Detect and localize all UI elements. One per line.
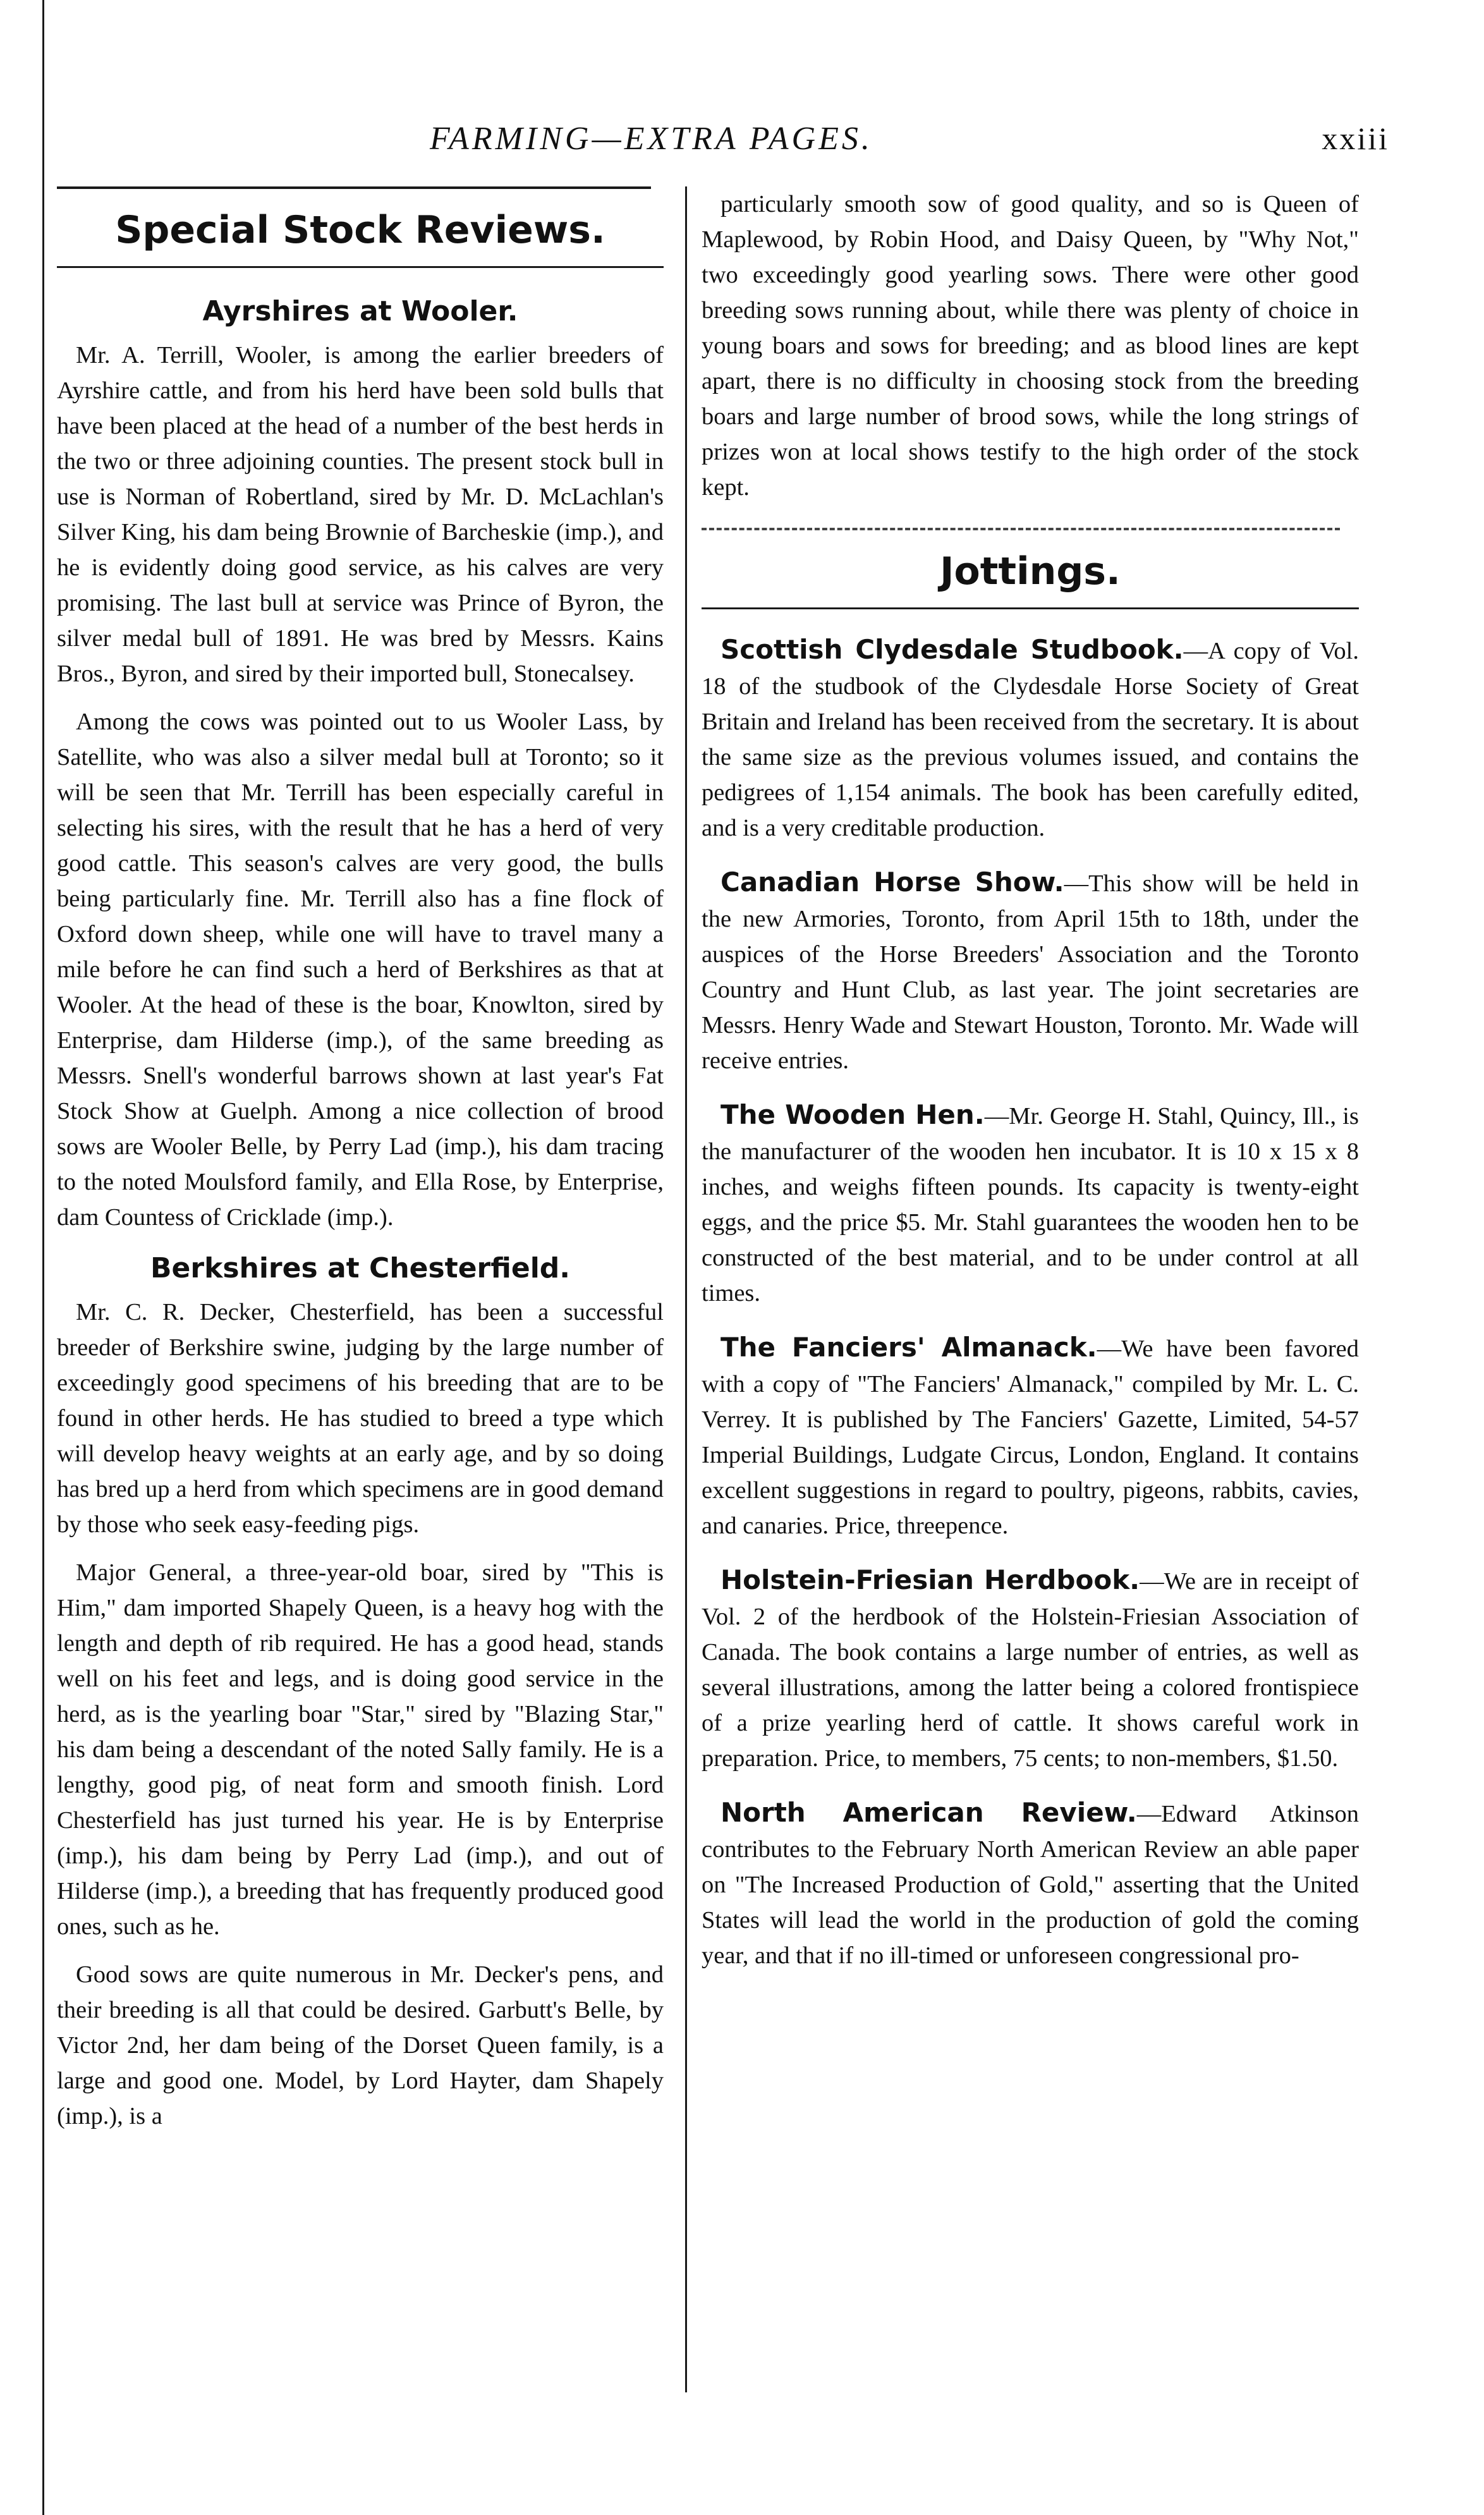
section-title-stock-reviews: Special Stock Reviews.	[115, 208, 605, 252]
article-paragraph: Major General, a three-year-old boar, sired by "This is Him," dam imported Shapely Queen, is a heavy hog with the length and depth of rib required. He has a good head, stands well on his feet and legs, and is doing good service in the herd, as is the yearling boar "Star," sired by "Blazing Star," his dam being a descendant of the noted Sally family. He is a lengthy, good pig, of neat form and smooth finish. Lord Chesterfield has just turned his year. He is by Enterprise (imp.), his dam being by Perry Lad (imp.), and out of Hilderse (imp.), a breeding that has frequently produced good ones, such as he.	[57, 1559, 664, 1940]
article-paragraph: Mr. A. Terrill, Wooler, is among the earlier breeders of Ayrshire cattle, and from his herd have been sold bulls that have been placed at the head of a number of the best herds in the two or three adjoining counties. The present stock bull in use is Norman of Robertland, sired by Mr. D. McLachlan's Silver King, his dam being Brownie of Barcheskie (imp.), and he is evidently doing good service, as his calves are very promising. The last bull at service was Prince of Byron, the silver medal bull of 1891. He was bred by Messrs. Kains Bros., Byron, and sired by their imported bull, Stonecalsey.	[57, 342, 664, 687]
jotting-body: A copy of Vol. 18 of the studbook of the Clydesdale Horse Society of Great Britain and Ireland has been received from the secretary. It is about the same size as the previous volumes issued, and contains the pedigrees of 1,154 animals. The book has been carefully edited, and is a very creditable production.	[702, 638, 1359, 841]
article-heading-berkshires: Berkshires at Chesterfield.	[150, 1252, 570, 1284]
page-binding-edge	[0, 0, 44, 2515]
jotting-body: Edward Atkinson contributes to the February North American Review an able paper on "The Increased Production of Gold," asserting that the United States will lead the world in the production of gold the coming year, and that if no ill-timed or unforeseen congressional pro-	[702, 1801, 1359, 1969]
jotting-title: The Wooden Hen.	[721, 1099, 985, 1130]
continued-paragraph: particularly smooth sow of good quality, and so is Queen of Maplewood, by Robin Hood, and Daisy Queen, by "Why Not," two exceedingly good yearling sows. There were other good breeding sows running about, while there was plenty of choice in young boars and sows for breeding; and as blood lines are kept apart, there is no difficulty in choosing stock from the breeding boars and large number of brood sows, while the long strings of prizes won at local shows testify to the high order of the stock kept.	[702, 191, 1359, 501]
page-header	[70, 120, 1389, 177]
jotting-body: Mr. George H. Stahl, Quincy, Ill., is the manufacturer of the wooden hen incubator. It is 10 x 15 x 8 inches, and weighs fifteen pounds. Its capacity is twenty-eight eggs, and the price $5. Mr. Stahl guarantees the wooden hen to be constructed of the best material, and to be under control at all times.	[702, 1103, 1359, 1306]
top-rule	[57, 186, 651, 189]
running-title: FARMING—EXTRA PAGES.	[430, 121, 873, 157]
jotting-item: The Fanciers' Almanack.—We have been favored with a copy of "The Fanciers' Almanack," compiled by Mr. L. C. Verrey. It is published by The Fanciers' Gazette, Limited, 54-57 Imperial Buildings, Ludgate Circus, London, England. It contains excellent suggestions in regard to poultry, pigeons, rabbits, cavies, and canaries. Price, threepence.	[702, 1332, 1359, 1539]
column-divider	[685, 186, 687, 2392]
article-paragraph: Good sows are quite numerous in Mr. Decker's pens, and their breeding is all that could be desired. Garbutt's Belle, by Victor 2nd, her dam being of the Dorset Queen family, is a large and good one. Model, by Lord Hayter, dam Shapely (imp.), is a	[57, 1961, 664, 2129]
left-column	[57, 186, 664, 2147]
dashed-rule	[702, 528, 1340, 530]
page-number: xxiii	[1322, 121, 1389, 156]
section-title-jottings: Jottings.	[940, 549, 1121, 594]
jotting-item: North American Review.—Edward Atkinson contributes to the February North American Review an able paper on "The Increased Production of Gold," asserting that the United States will lead the world in the production of gold the coming year, and that if no ill-timed or unforeseen congressional pro-	[702, 1797, 1359, 1969]
title-rule	[702, 607, 1359, 609]
jotting-body: This show will be held in the new Armories, Toronto, from April 15th to 18th, under the auspices of the Horse Breeders' Association and the Toronto Country and Hunt Club, as last year. The joint secretaries are Messrs. Henry Wade and Stewart Houston, Toronto. Mr. Wade will receive entries.	[702, 870, 1359, 1074]
jotting-body: We are in receipt of Vol. 2 of the herdbook of the Holstein-Friesian Association of Canada. The book contains a large number of entries, as well as several illustrations, among the latter being a colored frontispiece of a prize yearling herd of cattle. It shows careful work in preparation. Price, to members, 75 cents; to non-members, $1.50.	[702, 1568, 1359, 1772]
article-heading-ayrshires: Ayrshires at Wooler.	[202, 295, 518, 327]
article-paragraph: Mr. C. R. Decker, Chesterfield, has been a successful breeder of Berkshire swine, judging by the large number of exceedingly good specimens of his breeding that are to be found in other herds. He has studied to breed a type which will develop heavy weights at an early age, and by so doing has bred up a herd from which specimens are in good demand by those who seek easy-feeding pigs.	[57, 1299, 664, 1538]
jotting-title: Scottish Clydesdale Studbook.	[721, 634, 1184, 665]
jotting-title: North American Review.	[721, 1797, 1137, 1828]
jotting-item: Canadian Horse Show.—This show will be held in the new Armories, Toronto, from April 15th to 18th, under the auspices of the Horse Breeders' Association and the Toronto Country and Hunt Club, as last year. The joint secretaries are Messrs. Henry Wade and Stewart Houston, Toronto. Mr. Wade will receive entries.	[702, 867, 1359, 1074]
title-rule	[57, 266, 664, 268]
jotting-item: Scottish Clydesdale Studbook.—A copy of Vol. 18 of the studbook of the Clydesdale Horse Society of Great Britain and Ireland has been received from the secretary. It is about the same size as the previous volumes issued, and contains the pedigrees of 1,154 animals. The book has been carefully edited, and is a very creditable production.	[702, 634, 1359, 841]
article-paragraph: Among the cows was pointed out to us Wooler Lass, by Satellite, who was also a silver medal bull at Toronto; so it will be seen that Mr. Terrill has been especially careful in selecting his sires, with the result that he has a herd of very good cattle. This season's calves are very good, the bulls being particularly fine. Mr. Terrill also has a fine flock of Oxford down sheep, while one will have to travel many a mile before he can find such a herd of Berkshires as that at Wooler. At the head of these is the boar, Knowlton, sired by Enterprise, dam Hilderse (imp.), of the same breeding as Messrs. Snell's wonderful barrows shown at last year's Fat Stock Show at Guelph. Among a nice collection of brood sows are Wooler Belle, by Perry Lad (imp.), his dam tracing to the noted Moulsford family, and Ella Rose, by Enterprise, dam Countess of Cricklade (imp.).	[57, 709, 664, 1231]
jotting-body: We have been favored with a copy of "The Fanciers' Almanack," compiled by Mr. L. C. Verrey. It is published by The Fanciers' Gazette, Limited, 54-57 Imperial Buildings, Ludgate Circus, London, England. It contains excellent suggestions in regard to poultry, pigeons, rabbits, cavies, and canaries. Price, threepence.	[702, 1336, 1359, 1539]
jotting-title: Holstein-Friesian Herdbook.	[721, 1564, 1140, 1595]
right-column	[702, 186, 1359, 1992]
jotting-item: Holstein-Friesian Herdbook.—We are in receipt of Vol. 2 of the herdbook of the Holstein-Friesian Association of Canada. The book contains a large number of entries, as well as several illustrations, among the latter being a colored frontispiece of a prize yearling herd of cattle. It shows careful work in preparation. Price, to members, 75 cents; to non-members, $1.50.	[702, 1564, 1359, 1772]
jotting-item: The Wooden Hen.—Mr. George H. Stahl, Quincy, Ill., is the manufacturer of the wooden hen incubator. It is 10 x 15 x 8 inches, and weighs fifteen pounds. Its capacity is twenty-eight eggs, and the price $5. Mr. Stahl guarantees the wooden hen to be constructed of the best material, and to be under control at all times.	[702, 1099, 1359, 1306]
jotting-title: The Fanciers' Almanack.	[721, 1332, 1097, 1363]
jotting-title: Canadian Horse Show.	[721, 867, 1064, 898]
